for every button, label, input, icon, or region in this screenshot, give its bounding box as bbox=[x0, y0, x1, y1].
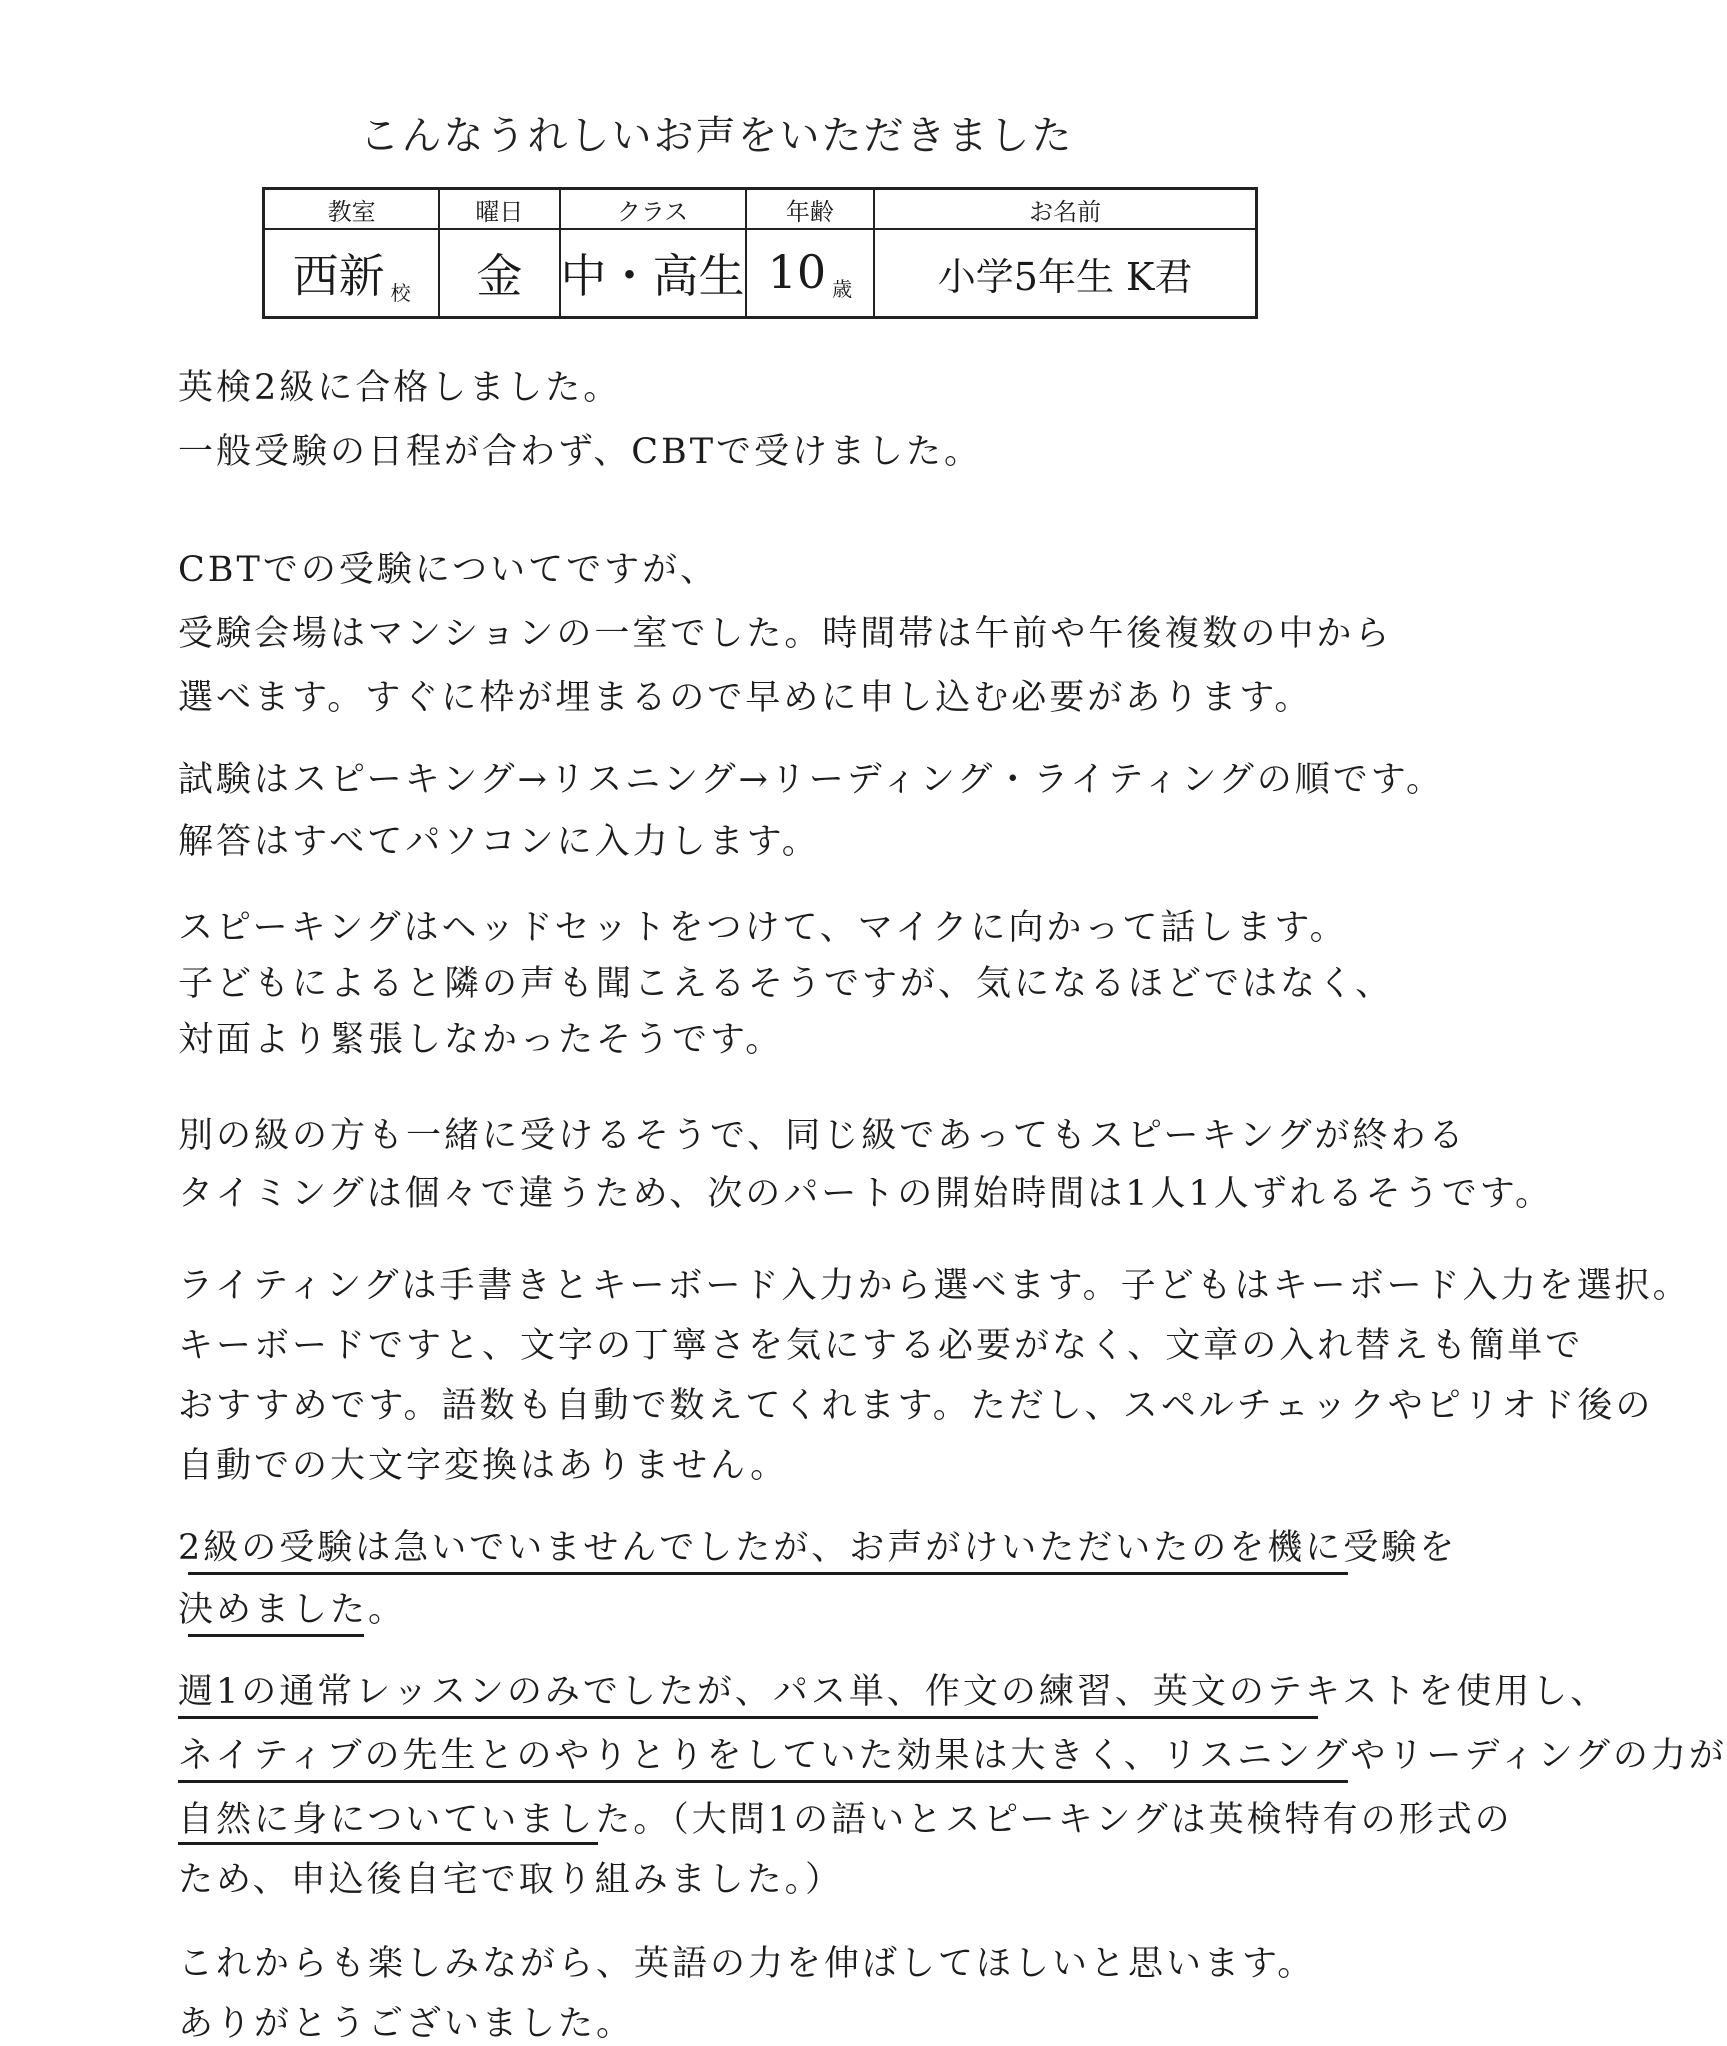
underline-mark bbox=[178, 1716, 1318, 1719]
text-line-underlined: 決めました。 bbox=[178, 1590, 407, 1630]
text-line: CBTでの受験についてですが、 bbox=[178, 550, 719, 590]
text-line: 別の級の方も一緒に受けるそうで、同じ級であってもスピーキングが終わる bbox=[178, 1116, 1467, 1156]
classroom-suffix: 校 bbox=[390, 281, 411, 305]
class-cell bbox=[560, 229, 746, 318]
underline-mark bbox=[188, 1634, 364, 1637]
age-cell bbox=[746, 229, 875, 318]
header-day: 曜日 bbox=[439, 189, 559, 230]
name-value: 小学5年生 K君 bbox=[937, 254, 1193, 299]
info-table-value-row bbox=[264, 229, 1257, 318]
text-line: ため、申込後自宅で取り組みました。） bbox=[178, 1860, 844, 1900]
text-line: 対面より緊張しなかったそうです。 bbox=[178, 1020, 784, 1060]
text-line-underlined: ネイティブの先生とのやりとりをしていた効果は大きく、リスニングやリーディングの力が bbox=[178, 1736, 1727, 1776]
text-line: ありがとうございました。 bbox=[178, 2004, 635, 2044]
underline-mark bbox=[178, 1842, 598, 1845]
text-line-underlined: 週1の通常レッスンのみでしたが、パス単、作文の練習、英文のテキストを使用し、 bbox=[178, 1672, 1609, 1712]
classroom-cell bbox=[264, 229, 440, 318]
header-classroom: 教室 bbox=[264, 189, 440, 230]
text-line: 子どもによると隣の声も聞こえるそうですが、気になるほどではなく、 bbox=[178, 964, 1394, 1004]
text-line: キーボードですと、文字の丁寧さを気にする必要がなく、文章の入れ替えも簡単で bbox=[178, 1326, 1584, 1366]
day-value: 金 bbox=[476, 249, 523, 303]
class-value: 中・高生 bbox=[560, 249, 745, 303]
text-line: 受験会場はマンションの一室でした。時間帯は午前や午後複数の中から bbox=[178, 614, 1393, 654]
day-cell bbox=[439, 229, 559, 318]
text-line: 解答はすべてパソコンに入力します。 bbox=[178, 822, 820, 862]
text-line: ライティングは手書きとキーボード入力から選べます。子どもはキーボード入力を選択。 bbox=[178, 1266, 1691, 1306]
text-line-underlined: 自然に身についていました。（大問1の語いとスピーキングは英検特有の形式の bbox=[178, 1800, 1513, 1840]
age-suffix: 歳 bbox=[832, 276, 853, 301]
text-line-underlined: 2級の受験は急いでいませんでしたが、お声がけいただいたのを機に受験を bbox=[178, 1528, 1458, 1568]
text-line: 試験はスピーキング→リスニング→リーディング・ライティングの順です。 bbox=[178, 760, 1444, 800]
text-line: 選べます。すぐに枠が埋まるので早めに申し込む必要があります。 bbox=[178, 678, 1313, 718]
header-name: お名前 bbox=[874, 189, 1256, 230]
name-cell bbox=[874, 229, 1256, 318]
text-line: 英検2級に合格しました。 bbox=[178, 368, 622, 408]
text-line: 一般受験の日程が合わず、CBTで受けました。 bbox=[178, 432, 983, 472]
text-line: 自動での大文字変換はありません。 bbox=[178, 1446, 789, 1486]
page-title: こんなうれしいお声をいただきました bbox=[359, 113, 1074, 159]
text-line: これからも楽しみながら、英語の力を伸ばしてほしいと思います。 bbox=[178, 1944, 1316, 1984]
classroom-value: 西新 bbox=[292, 249, 385, 303]
header-class: クラス bbox=[560, 189, 746, 230]
text-line: タイミングは個々で違うため、次のパートの開始時間は1人1人ずれるそうです。 bbox=[178, 1174, 1553, 1214]
age-value: 10 bbox=[767, 244, 827, 299]
info-table bbox=[262, 187, 1258, 319]
info-table-header-row bbox=[264, 189, 1257, 230]
header-age: 年齢 bbox=[746, 189, 875, 230]
text-line: スピーキングはヘッドセットをつけて、マイクに向かって話します。 bbox=[178, 908, 1348, 948]
underline-mark bbox=[188, 1572, 1348, 1575]
underline-mark bbox=[178, 1780, 1348, 1783]
text-line: おすすめです。語数も自動で数えてくれます。ただし、スペルチェックやピリオド後の bbox=[178, 1386, 1654, 1426]
